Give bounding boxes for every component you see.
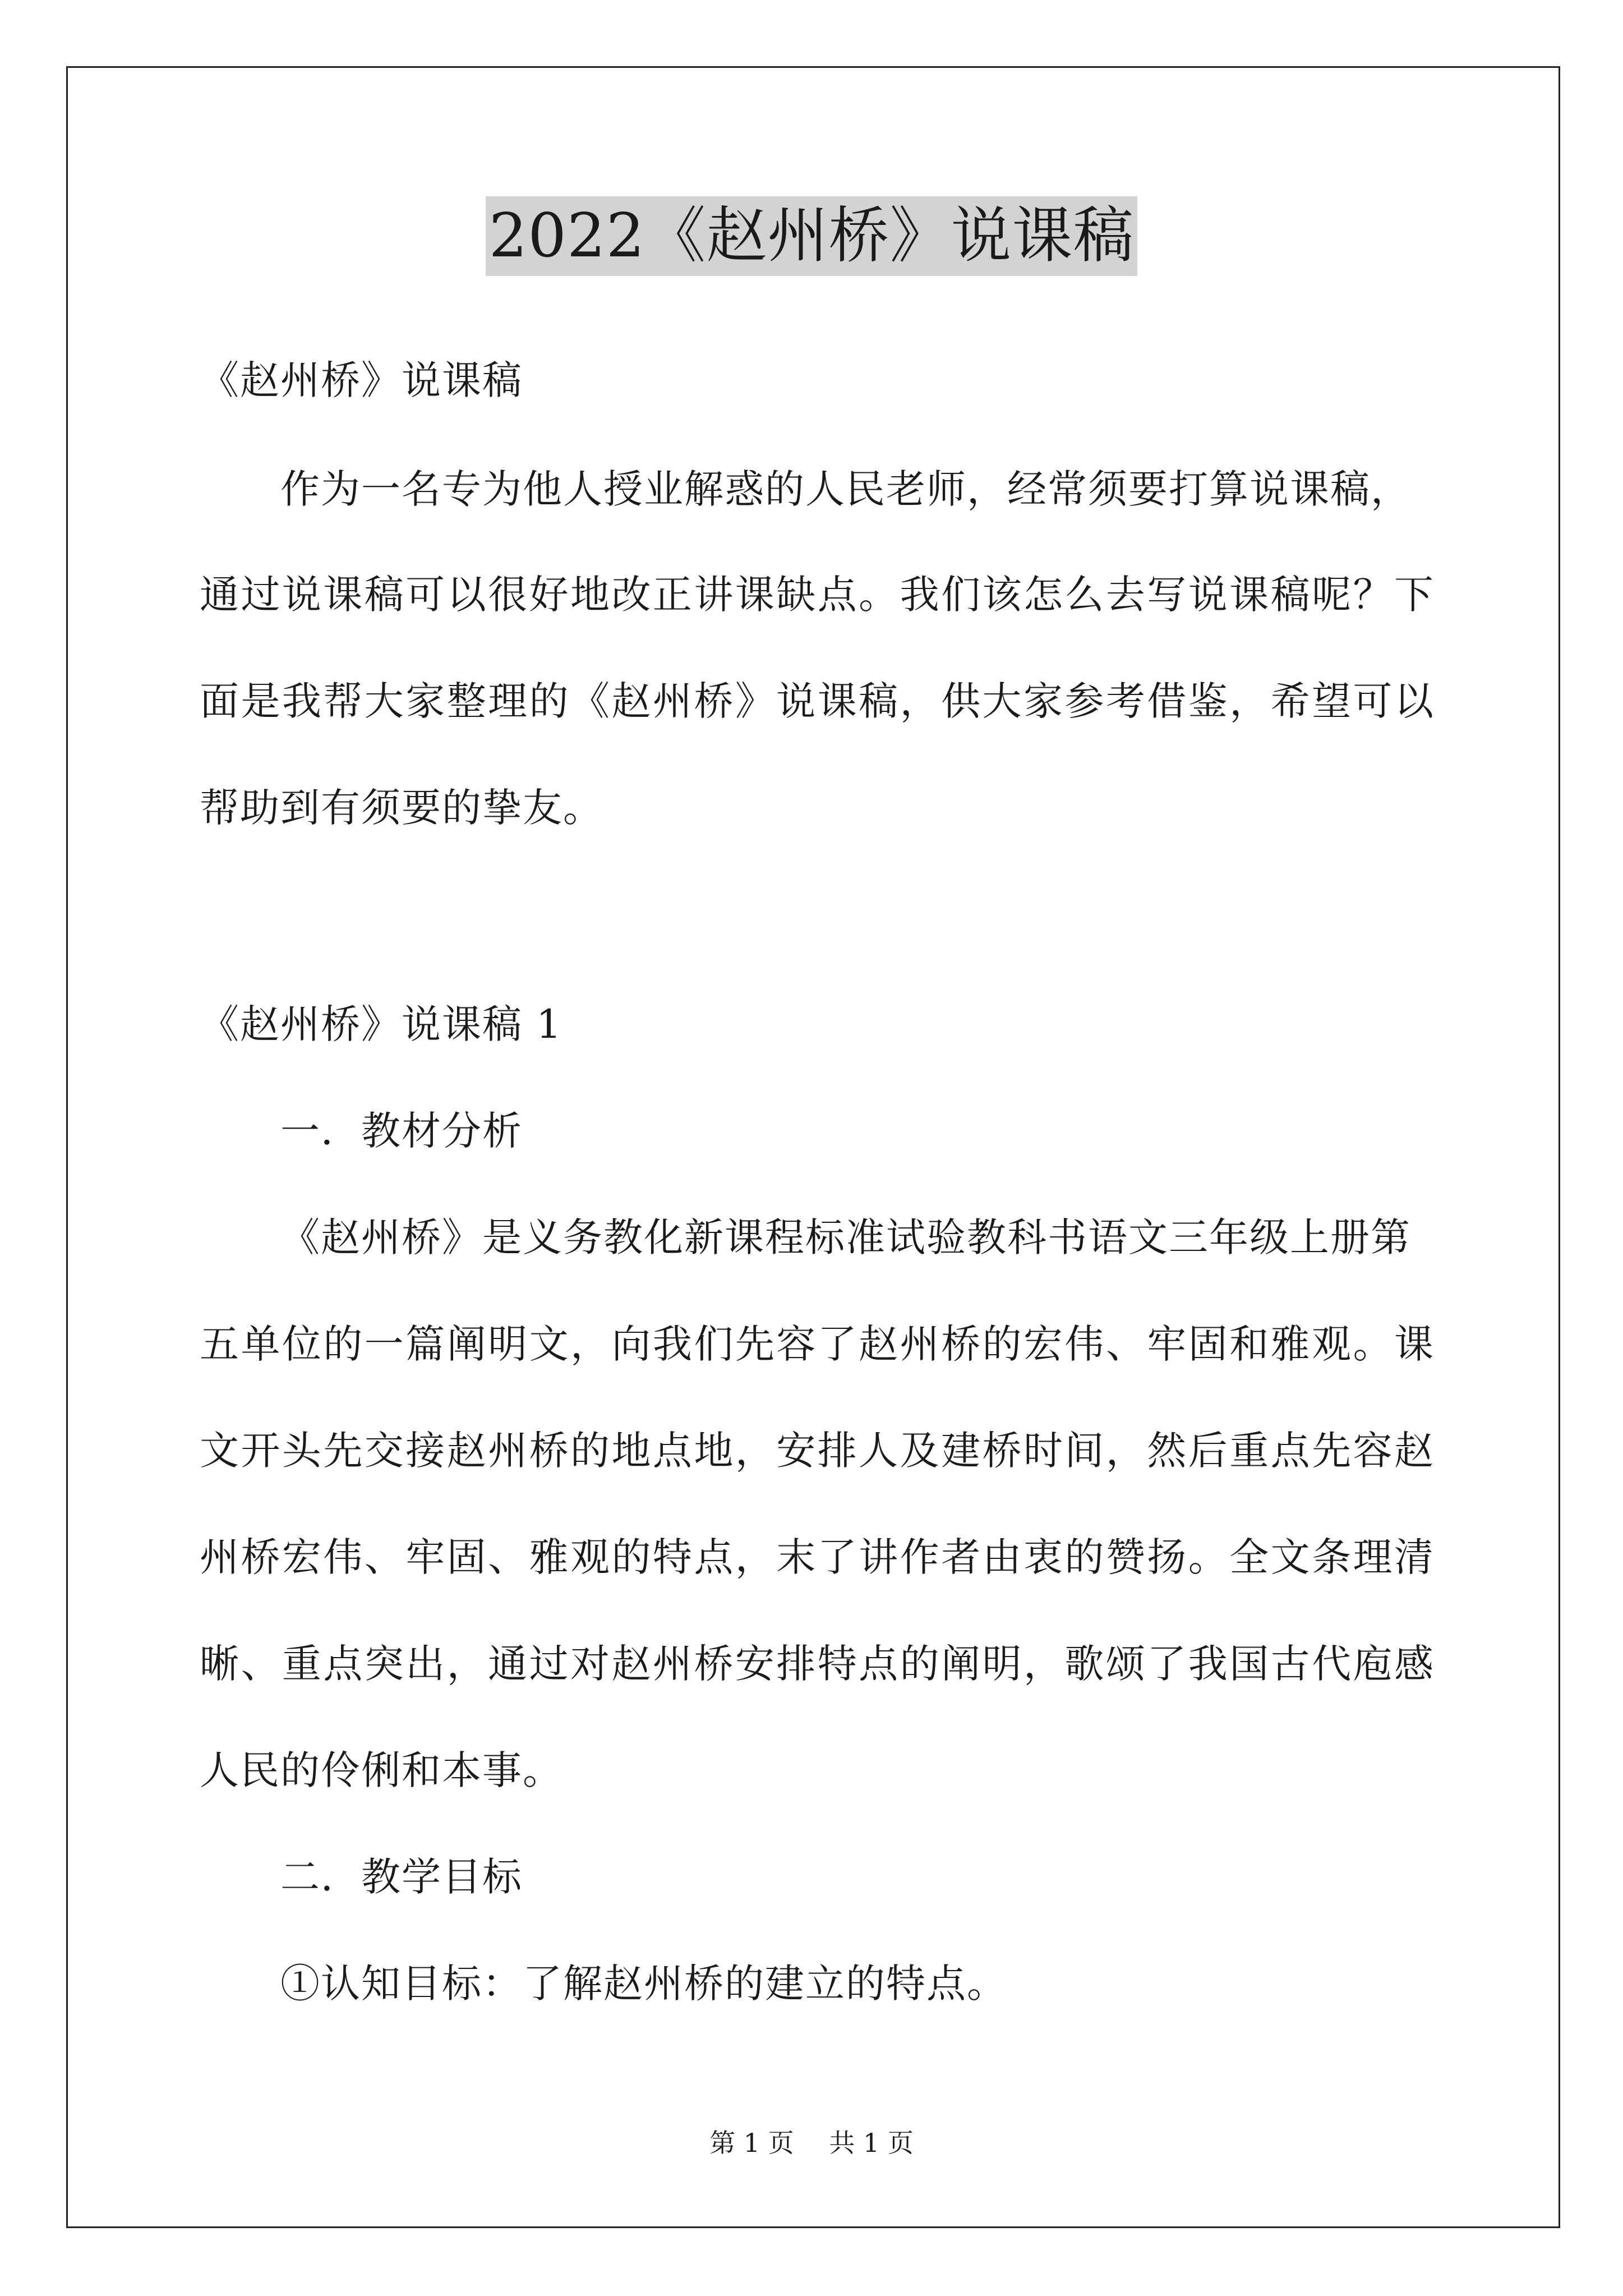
subtitle-line: 《赵州桥》说课稿 — [200, 357, 523, 403]
document-title: 2022《赵州桥》说课稿 — [486, 196, 1138, 276]
paragraph-line: 人民的伶俐和本事。 — [200, 1747, 563, 1793]
subsection-heading: 一．教材分析 — [280, 1108, 523, 1154]
section-heading: 《赵州桥》说课稿 1 — [200, 1001, 562, 1047]
title-container — [0, 196, 1623, 276]
paragraph-line: 面是我帮大家整理的《赵州桥》说课稿，供大家参考借鉴，希望可以 — [200, 678, 1433, 724]
paragraph-line: 通过说课稿可以很好地改正讲课缺点。我们该怎么去写说课稿呢？下 — [200, 572, 1433, 618]
paragraph-line: 《赵州桥》是义务教化新课程标准试验教科书语文三年级上册第 — [280, 1214, 1411, 1260]
total-pages-label: 共 1 页 — [829, 2128, 914, 2158]
paragraph-line: 帮助到有须要的挚友。 — [200, 785, 603, 831]
subsection-heading: 二．教学目标 — [280, 1854, 523, 1900]
paragraph-line: 文开头先交接赵州桥的地点地，安排人及建桥时间，然后重点先容赵 — [200, 1428, 1433, 1474]
current-page-label: 第 1 页 — [709, 2128, 794, 2158]
page-footer — [0, 2126, 1623, 2160]
paragraph-line: 作为一名专为他人授业解惑的人民老师，经常须要打算说课稿， — [280, 466, 1411, 512]
paragraph-line: ①认知目标：了解赵州桥的建立的特点。 — [280, 1961, 1007, 2007]
paragraph-line: 晰、重点突出，通过对赵州桥安排特点的阐明，歌颂了我国古代庖感 — [200, 1641, 1433, 1687]
paragraph-line: 州桥宏伟、牢固、雅观的特点，末了讲作者由衷的赞扬。全文条理清 — [200, 1534, 1433, 1580]
paragraph-line: 五单位的一篇阐明文，向我们先容了赵州桥的宏伟、牢固和雅观。课 — [200, 1321, 1433, 1367]
